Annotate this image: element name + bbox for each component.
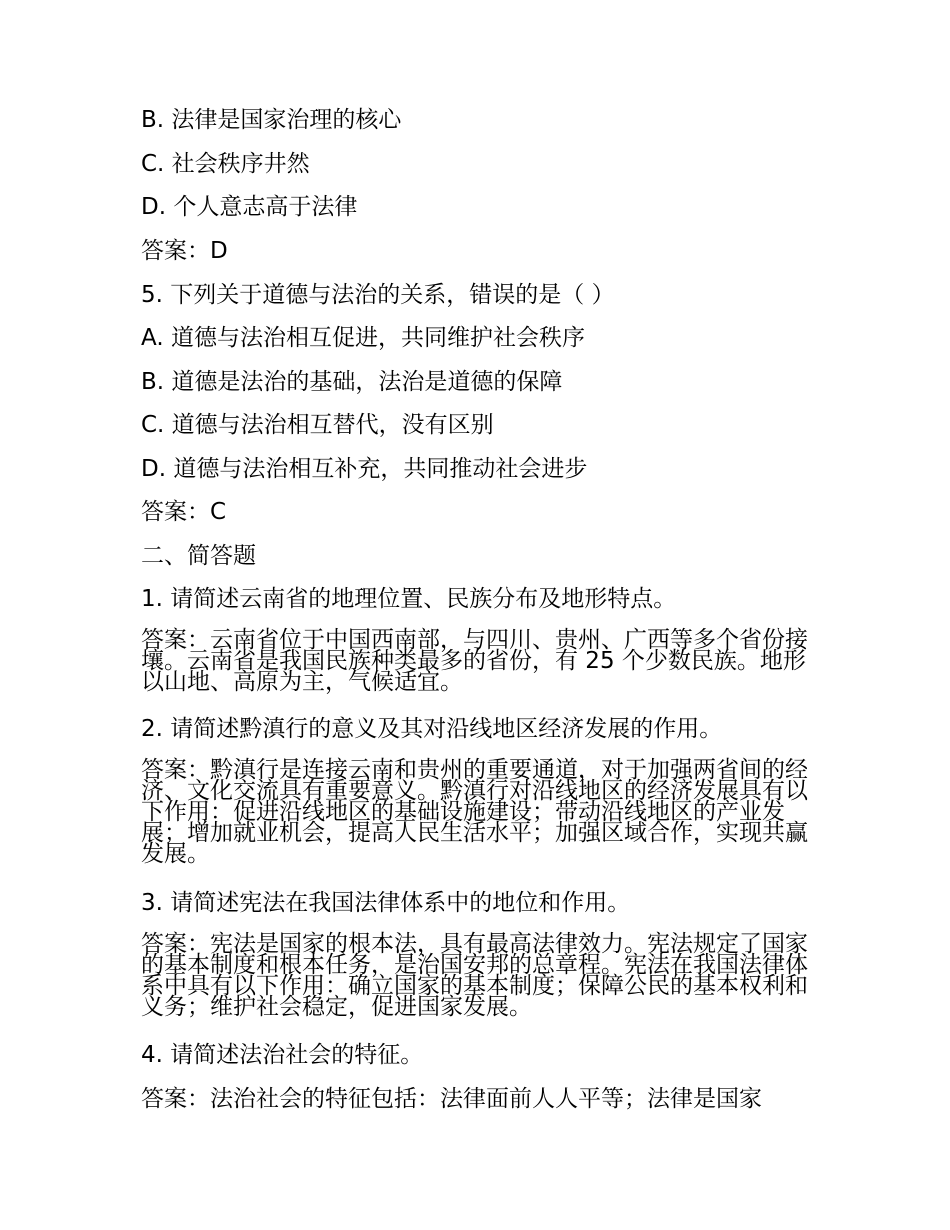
answer-line: 答案：D (141, 238, 228, 264)
option-c-line: C. 社会秩序井然 (141, 151, 310, 177)
option-d-line: D. 个人意志高于法律 (141, 194, 358, 220)
option-a-line: A. 道德与法治相互促进，共同维护社会秩序 (141, 325, 585, 351)
option-b-line: B. 法律是国家治理的核心 (141, 107, 402, 133)
answer-line-partial: 答案：法治社会的特征包括：法律面前人人平等；法律是国家 (141, 1086, 762, 1112)
short-question-2: 2. 请简述黔滇行的意义及其对沿线地区经济发展的作用。 (141, 716, 723, 742)
answer-line: 答案：C (141, 499, 227, 525)
short-question-4: 4. 请简述法治社会的特征。 (141, 1042, 424, 1068)
answer-paragraph-3: 答案：宪法是国家的根本法，具有最高法律效力。宪法规定了国家的基本制度和根本任务，是治国安邦的总章程。宪法在我国法律体系中具有以下作用：确立国家的基本制度；保障公民的基本权利和义务；维护社会稳定，促进国家发展。 (141, 931, 808, 1020)
option-c-line: C. 道德与法治相互替代，没有区别 (141, 412, 494, 438)
answer-paragraph-2: 答案：黔滇行是连接云南和贵州的重要通道，对于加强两省间的经济、文化交流具有重要意义。黔滇行对沿线地区的经济发展具有以下作用：促进沿线地区的基础设施建设；带动沿线地区的产业发展；增加就业机会，提高人民生活水平；加强区域合作，实现共赢发展。 (141, 757, 808, 867)
option-b-line: B. 道德是法治的基础，法治是道德的保障 (141, 369, 563, 395)
question-5: 5. 下列关于道德与法治的关系，错误的是（ ） (141, 282, 615, 308)
answer-paragraph-1: 答案：云南省位于中国西南部，与四川、贵州、广西等多个省份接壤。云南省是我国民族种类最多的省份，有 25 个少数民族。地形以山地、高原为主，气候适宜。 (141, 627, 808, 695)
option-d-line: D. 道德与法治相互补充，共同推动社会进步 (141, 456, 588, 482)
short-question-1: 1. 请简述云南省的地理位置、民族分布及地形特点。 (141, 586, 677, 612)
short-question-3: 3. 请简述宪法在我国法律体系中的地位和作用。 (141, 890, 631, 916)
section-heading: 二、简答题 (141, 543, 256, 569)
